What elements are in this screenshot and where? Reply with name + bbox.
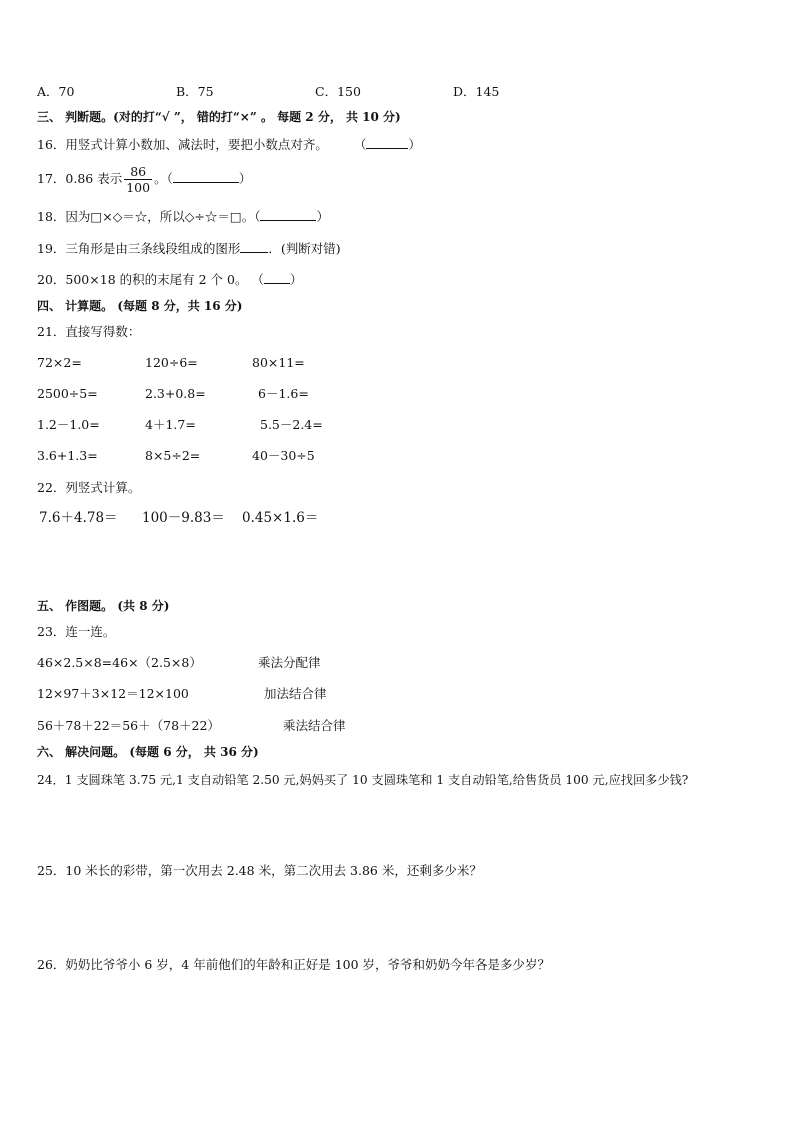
q18-text: 18．因为□×◇＝☆，所以◇÷☆＝□。（ [37,209,261,224]
question-25: 25．10 米长的彩带，第一次用去 2.48 米，第二次用去 3.86 米，还剩多少米？ [37,863,482,878]
calc-cell: 80×11= [252,355,305,370]
match-left-item: 12×97＋3×12＝12×100 [37,686,189,701]
match-right-item: 加法结合律 [264,686,327,701]
section-3-title: 三、 判断题。(对的打“√ ”， 错的打“×” 。 每题 2 分， 共 10 分) [37,110,401,124]
option-d: D．145 [453,84,500,99]
calc-cell: 8×5÷2= [145,448,201,463]
q17-fraction [124,164,152,195]
q19-blank [240,240,268,253]
calc-cell: 3.6+1.3= [37,448,98,463]
q20-text: 20．500×18 的积的末尾有 2 个 0。 （ [37,272,264,287]
calc-cell: 4＋1.7= [145,417,196,432]
q17-blank [173,170,239,183]
calc-cell: 2.3+0.8= [145,386,206,401]
calc-cell: 1.2－1.0= [37,417,100,432]
q17-suffix: 。（ [154,171,173,186]
vertical-calc-item: 7.6＋4.78＝ [39,510,118,526]
question-22-title: 22．列竖式计算。 [37,480,141,495]
option-a: A．70 [37,84,75,99]
question-16 [37,136,421,153]
question-23-title: 23．连一连。 [37,624,116,639]
q18-blank [260,208,316,221]
question-17 [37,164,251,195]
vertical-calc-item: 0.45×1.6＝ [242,510,319,526]
q16-open: （ [353,137,367,152]
calc-cell: 72×2= [37,355,82,370]
section-6-title: 六、 解决问题。 (每题 6 分， 共 36 分) [37,745,259,759]
q20-blank [264,271,290,284]
match-right-item: 乘法分配律 [258,655,321,670]
q20-close: ） [289,272,303,287]
question-21-title: 21．直接写得数： [37,324,141,339]
question-20 [37,271,302,288]
q16-close: ） [408,137,421,152]
question-18 [37,208,329,225]
calc-cell: 120÷6= [145,355,198,370]
q17-prefix: 17．0.86 表示 [37,171,123,186]
q19-text: 19．三角形是由三条线段组成的图形 [37,241,241,256]
option-c: C．150 [315,84,361,99]
calc-cell: 6－1.6= [258,386,309,401]
q16-text: 16．用竖式计算小数加、减法时，要把小数点对齐。 [37,137,328,152]
option-b: B．75 [176,84,214,99]
q17-numerator: 86 [124,164,152,180]
section-5-title: 五、 作图题。 (共 8 分) [37,599,170,613]
q19-suffix: ．(判断对错) [268,241,341,256]
q17-close: ） [238,171,252,186]
calc-cell: 5.5－2.4= [260,417,323,432]
calc-cell: 2500÷5= [37,386,98,401]
q17-denominator: 100 [126,180,151,195]
question-26: 26．奶奶比爷爷小 6 岁，4 年前他们的年龄和正好是 100 岁，爷爷和奶奶今年各是多少岁？ [37,957,551,972]
match-right-item: 乘法结合律 [283,718,346,733]
question-24: 24．1 支圆珠笔 3.75 元,1 支自动铅笔 2.50 元,妈妈买了 10 支圆珠笔和 1 支自动铅笔,给售货员 100 元,应找回多少钱? [37,773,689,787]
match-left-item: 46×2.5×8=46×（2.5×8） [37,655,202,670]
calc-cell: 40－30÷5 [252,448,315,463]
q16-blank [366,136,408,149]
q18-close: ） [316,209,329,224]
match-left-item: 56＋78＋22＝56＋（78＋22） [37,718,220,733]
section-4-title: 四、 计算题。 (每题 8 分，共 16 分) [37,299,243,313]
question-19 [37,240,341,257]
vertical-calc-item: 100－9.83＝ [142,510,225,526]
